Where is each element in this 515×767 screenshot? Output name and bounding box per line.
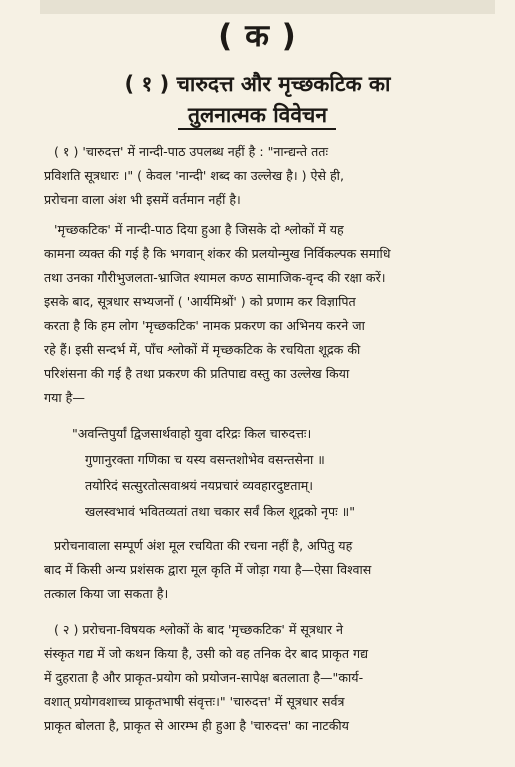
- paragraph4-line: वशात् प्रयोगवशाच्च प्राकृतभाषी संवृत्तः।" 'चारुदत्त' में सूत्रधार सर्वत्र: [44, 694, 345, 709]
- paragraph2-line: तथा उनका गौरीभुजलता-भ्राजित श्यामल कण्ठ सामाजिक-वृन्द की रक्षा करें।: [44, 270, 386, 285]
- paragraph2-line: करता है कि हम लोग 'मृच्छकटिक' नामक प्रकरण का अभिनय करने जा: [44, 318, 365, 333]
- paragraph4-line: ( २ ) प्ररोचना-विषयक श्लोकों के बाद 'मृच्छकटिक' में सूत्रधार ने: [54, 622, 344, 637]
- paragraph2-line: कामना व्यक्त की गई है कि भगवान् शंकर की प्रलयोन्मुख निर्विकल्पक समाधि: [44, 246, 391, 261]
- section-heading-line1: ( १ ) चारुदत्त और मृच्छकटिक का: [124, 72, 391, 96]
- verse-line: "अवन्तिपुर्यां द्विजसार्थवाहो युवा दरिद्रः किल चारुदत्तः।: [72, 426, 312, 441]
- paragraph4-line: संस्कृत गद्य में जो कथन किया है, उसी को वह तनिक देर बाद प्राकृत गद्य: [44, 646, 369, 661]
- paragraph4-line: में दुहराता है और प्राकृत-प्रयोग को प्रयोजन-सापेक्ष बतलाता है—"कार्य-: [44, 670, 364, 685]
- section-heading-line2: तुलनात्मक विवेचन: [188, 103, 327, 127]
- heading-underline: [178, 128, 336, 130]
- paragraph2-line: इसके बाद, सूत्रधार सभ्यजनों ( 'आर्यमिश्रों' ) को प्रणाम कर विज्ञापित: [44, 294, 356, 309]
- paragraph1-line: प्रविशति सूत्रधारः ।" ( केवल 'नान्दी' शब्द का उल्लेख है। ) ऐसे ही,: [44, 168, 344, 183]
- paragraph3-line: प्ररोचनावाला सम्पूर्ण अंश मूल रचयिता की रचना नहीं है, अपितु यह: [54, 538, 353, 553]
- paragraph1-line: ( १ ) 'चारुदत्त' में नान्दी-पाठ उपलब्ध नहीं है : "नान्द्यन्ते ततः: [54, 144, 329, 159]
- verse-line: तयोरिदं सत्सुरतोत्सवाश्रयं नयप्रचारं व्यवहारदुष्टताम्।: [85, 478, 314, 493]
- paragraph2-line: रहे हैं। इसी सन्दर्भ में, पाँच श्लोकों में मृच्छकटिक के रचयिता शूद्रक की: [44, 342, 361, 357]
- paragraph2-line: गया है—: [44, 390, 85, 405]
- verse-line: खलस्वभावं भवितव्यतां तथा चकार सर्वं किल शूद्रको नृपः ॥": [85, 504, 355, 519]
- paragraph2-line: 'मृच्छकटिक' में नान्दी-पाठ दिया हुआ है जिसके दो श्लोकों में यह: [54, 222, 344, 237]
- paragraph1-line: प्ररोचना वाला अंश भी इसमें वर्तमान नहीं है।: [44, 192, 241, 207]
- paragraph2-line: परिशंसना की गई है तथा प्रकरण की प्रतिपाद्य वस्तु का उल्लेख किया: [44, 366, 350, 381]
- paragraph4-line: प्राकृत बोलता है, प्राकृत से आरम्भ ही हुआ है 'चारुदत्त' का नाटकीय: [44, 718, 349, 733]
- bleed-through-text: [40, 0, 495, 14]
- chapter-marker: ( क ): [218, 18, 297, 54]
- paragraph3-line: तत्काल किया जा सकता है।: [44, 586, 169, 601]
- verse-line: गुणानुरक्ता गणिका च यस्य वसन्तशोभेव वसन्तसेना ॥: [85, 452, 325, 467]
- paragraph3-line: बाद में किसी अन्य प्रशंसक द्वारा मूल कृति में जोड़ा गया है—ऐसा विश्वास: [44, 562, 372, 577]
